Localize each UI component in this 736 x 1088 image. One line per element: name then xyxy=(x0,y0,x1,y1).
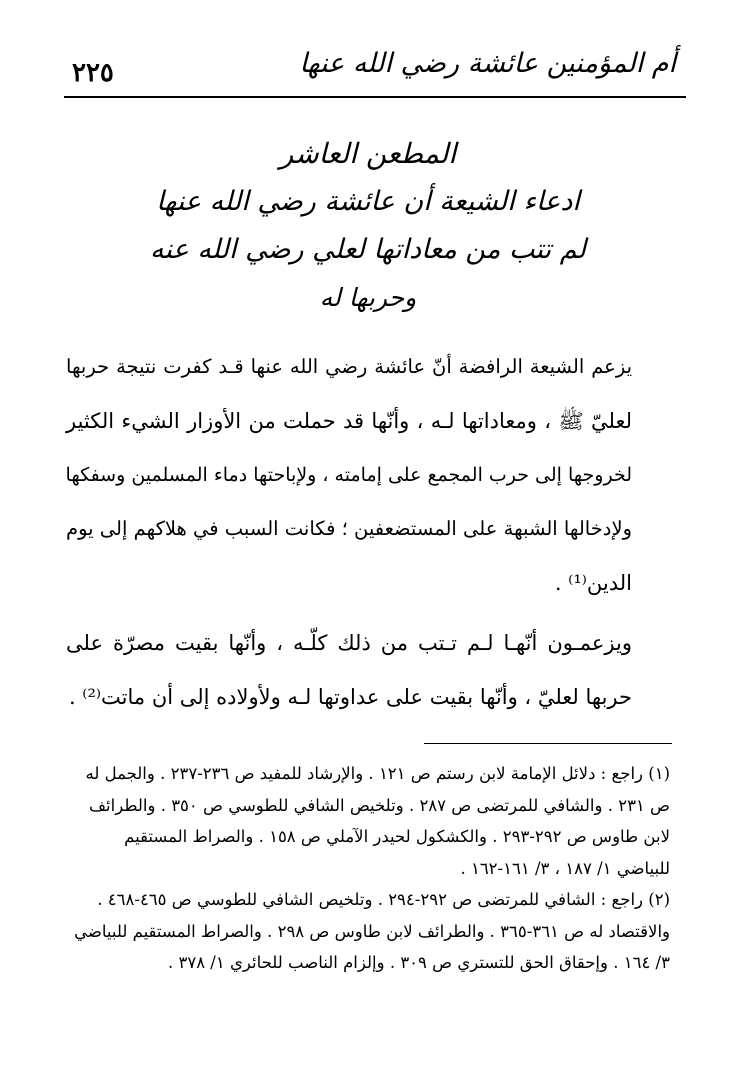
chapter-title-line-2: ادعاء الشيعة أن عائشة رضي الله عنها xyxy=(156,186,580,217)
paragraph-1 xyxy=(66,340,672,610)
footnotes xyxy=(66,758,670,979)
chapter-title-line-4: وحربها له xyxy=(319,283,417,312)
footnote-2: (٢) راجع : الشافي للمرتضى ص ٢٩٢-٢٩٤ . وتلخيص الشافي للطوسي ص ٤٦٥-٤٦٨ . والاقتصاد له ص ٣٦١-٣٦٥ . والطرائف لابن طاوس ص ٢٩٨ . والصراط المستقيم للبياضي ٣/ ١٦٤ . وإحقاق الحق للتستري ص ٣٠٩ . وإلزام الناصب للحائري ١/ ٣٧٨ . xyxy=(74,890,670,972)
paragraph-line: لخروجها إلى حرب المجمع على إمامته ، ولإباحتها دماء المسلمين وسفكها xyxy=(65,464,632,486)
running-title: أم المؤمنين عائشة رضي الله عنها xyxy=(299,48,676,79)
paragraph-2 xyxy=(66,616,672,724)
chapter-title-line-3: لم تتب من معاداتها لعلي رضي الله عنه xyxy=(150,234,586,265)
header-rule xyxy=(64,96,686,98)
page-number: ٢٢٥ xyxy=(72,58,114,88)
paragraph-line: ولإدخالها الشبهة على المستضعفين ؛ فكانت السبب في هلاكهم إلى يوم xyxy=(66,517,632,540)
page-header xyxy=(50,40,686,100)
paragraph-line: الدين⁽¹⁾ . xyxy=(554,571,632,595)
chapter-title-line-1: المطعن العاشر xyxy=(279,137,457,170)
paragraph-line: حربها لعليّ ، وأنّها بقيت على عداوتها لـه ولأولاده إلى أن ماتت⁽²⁾ . xyxy=(68,685,632,709)
footnote-separator xyxy=(424,743,672,744)
chapter-heading xyxy=(140,130,596,322)
footnote-1: (١) راجع : دلائل الإمامة لابن رستم ص ١٢١ . والإرشاد للمفيد ص ٢٣٦-٢٣٧ . والجمل له ص ٢٣١ . والشافي للمرتضى ص ٢٨٧ . وتلخيص الشافي للطوسي ص ٣٥٠ . والطرائف لابن طاوس ص ٢٩٢-٢٩٣ . والكشكول لحيدر الآملي ص ١٥٨ . والصراط المستقيم للبياضي ١/ ١٨٧ ، ٣/ ١٦١-١٦٢ . xyxy=(85,764,670,878)
paragraph-line: لعليّ ﷺ ، ومعاداتها لـه ، وأنّها قد حملت من الأوزار الشيء الكثير xyxy=(66,409,632,433)
body-text xyxy=(66,340,672,724)
paragraph-line: ويزعمـون أنّهـا لـم تـتب من ذلك كلّـه ، وأنّها بقيت مصرّة على xyxy=(66,631,632,655)
paragraph-line: يزعم الشيعة الرافضة أنّ عائشة رضي الله عنها قـد كفرت نتيجة حربها xyxy=(66,355,632,378)
